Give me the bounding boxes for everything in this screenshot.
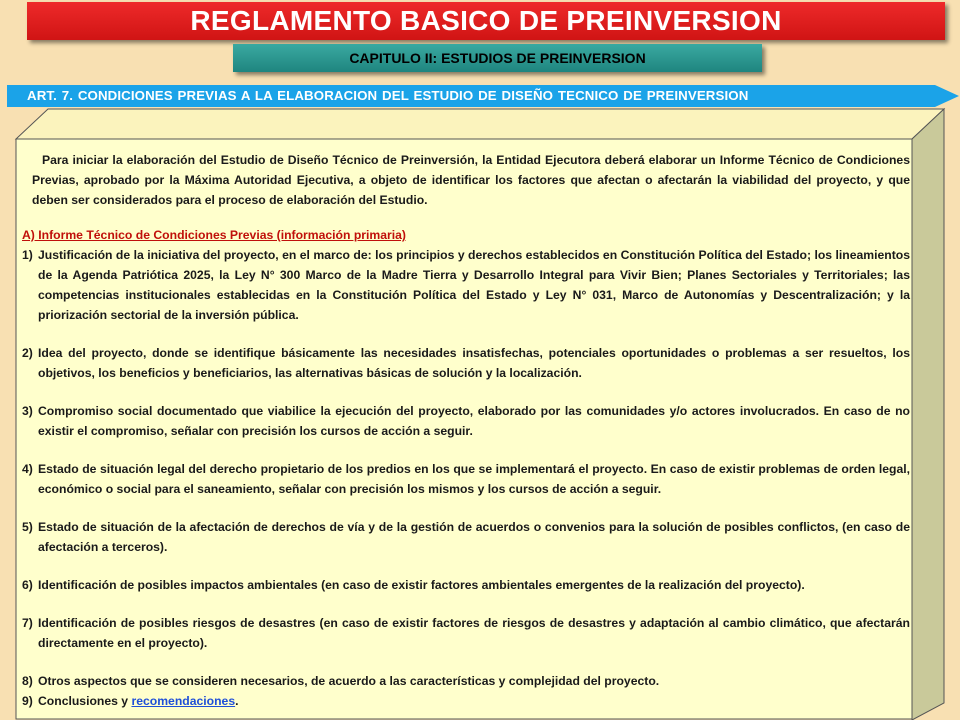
list-item-text: Estado de situación legal del derecho propietario de los predios en los que se implementará el proyecto. En caso de existir problemas de orden legal, económico o social para el saneamiento, señalar con precisión los mismos y los cursos de acción a seguir. [38,462,910,496]
recommendations-link[interactable]: recomendaciones [131,694,236,708]
list-item-text: Otros aspectos que se consideren necesarios, de acuerdo a las características y complejidad del proyecto. [38,674,660,688]
list-item-number: 6) [22,578,33,592]
list-item-number: 9) [22,694,33,708]
list-item [22,517,910,557]
list-item [22,691,910,711]
list-item-text: Identificación de posibles riesgos de desastres (en caso de existir factores de riesgos de desastres y adaptación al cambio climático, que afectarán directamente en el proyecto). [38,616,910,650]
list-item-text: Justificación de la iniciativa del proyecto, en el marco de: los principios y derechos establecidos en Constitución Política del Estado; los lineamientos de la Agenda Patriótica 2025, la Ley N° 300 Marco de la Madre Tierra y Desarrollo Integral para Vivir Bien; Planes Sectoriales y Territoriales; las competencias institucionales establecidas en la Constitución Política del Estado y Ley N° 031, Marco de Autonomías y Descentralización; y la priorización sectorial de la inversión pública. [38,248,910,322]
intro-paragraph: Para iniciar la elaboración del Estudio de Diseño Técnico de Preinversión, la Entidad Ejecutora deberá elaborar un Informe Técnico de Condiciones Previas, aprobado por la Máxima Autoridad Ejecutiva, a objeto de identificar los factores que afectan o afectarán la viabilidad del proyecto, y que deben ser considerados para el proceso de elaboración del Estudio. [32,153,910,207]
article-title: ART. 7. CONDICIONES PREVIAS A LA ELABORACION DEL ESTUDIO DE DISEÑO TECNICO DE PREINVERSION [27,88,749,103]
list-item-number: 5) [22,520,33,534]
list-item [22,613,910,653]
chapter-banner: CAPITULO II: ESTUDIOS DE PREINVERSION [233,44,762,72]
list-item-number: 7) [22,616,33,630]
list-item [22,671,910,691]
article-body [22,150,910,711]
item9-text: Conclusiones y [38,694,132,708]
list-item-number: 1) [22,248,33,262]
list-item-number: 2) [22,346,33,360]
list-item-number: 3) [22,404,33,418]
list-item-text: Compromiso social documentado que viabilice la ejecución del proyecto, elaborado por las comunidades y/o actores involucrados. En caso de no existir el compromiso, señalar con precisión los cursos de acción a seguir. [38,404,910,438]
list-item-text: Estado de situación de la afectación de derechos de vía y de la gestión de acuerdos o convenios para la solución de posibles conflictos, (en caso de afectación a terceros). [38,520,910,554]
list-item [22,245,910,325]
list-item-number: 8) [22,674,33,688]
list-item-text [38,691,910,711]
list-item-text: Identificación de posibles impactos ambientales (en caso de existir factores ambientales emergentes de la realización del proyecto). [38,578,805,592]
list-item [22,401,910,441]
page-title: REGLAMENTO BASICO DE PREINVERSION [27,2,945,40]
list-item-number: 4) [22,462,33,476]
list-item [22,575,910,595]
list-item [22,459,910,499]
item9-period: . [235,694,239,708]
list-item-text: Idea del proyecto, donde se identifique básicamente las necesidades insatisfechas, potenciales oportunidades o problemas a ser resueltos, los objetivos, los beneficios y beneficiarios, las alternativas básicas de solución y la localización. [38,346,910,380]
section-a-heading: A) Informe Técnico de Condiciones Previas (información primaria) [22,228,406,242]
list-item [22,343,910,383]
